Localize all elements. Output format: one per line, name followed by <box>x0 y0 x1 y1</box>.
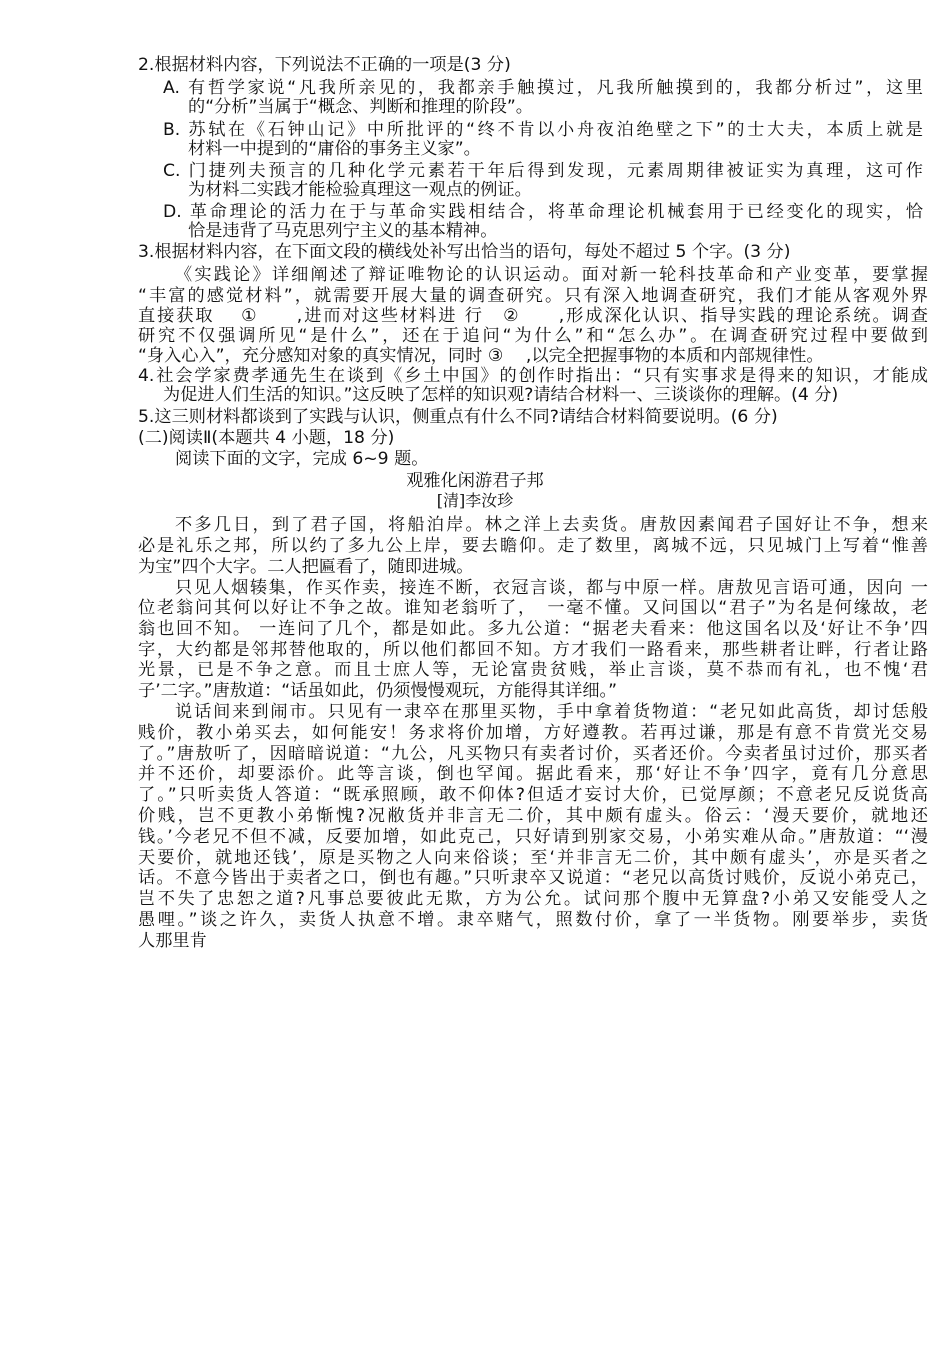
paragraph-1-line: 不多几日，到了君子国，将船泊岸。林之洋上去卖货。唐敖因素闻君子国好让不争，想来 <box>175 515 928 535</box>
paragraph-3-line: 岂不失了忠恕之道?凡事总要彼此无欺，方为公允。试问那个腹中无算盘?小弟又安能受人之 <box>138 889 928 909</box>
option-d-line-1: D. 革命理论的活力在于与革命实践相结合，将革命理论机械套用于已经变化的现实，恰 <box>163 202 923 222</box>
paragraph-3-line: 并不还价，却要添价。此等言谈，倒也罕闻。据此看来，那‘好让不争’四字，竟有几分意思 <box>138 764 928 784</box>
paragraph-2-line: 子’二字。”唐敖道：“话虽如此，仍须慢慢观玩，方能得其详细。” <box>138 681 618 701</box>
option-b-line-1: B. 苏轼在《石钟山记》中所批评的“终不肯以小舟夜泊绝壁之下”的士大夫，本质上就是 <box>163 120 923 140</box>
question-4-line-1: 4.社会学家费孝通先生在谈到《乡土中国》的创作时指出：“只有实事求是得来的知识，才能成 <box>138 366 928 386</box>
question-3-stem: 3.根据材料内容，在下面文段的横线处补写出恰当的语句，每处不超过 5 个字。(3 分) <box>138 242 791 262</box>
option-d-line-2: 恰是违背了马克思列宁主义的基本精神。 <box>188 221 498 241</box>
option-a-line-2: 的“分析”当属于“概念、判断和推理的阶段”。 <box>188 97 533 117</box>
question-3-passage-line-3: 直接获取 ① ,进而对这些材料进 行 ② ,形成深化认识、指导实践的理论系统。调查 <box>138 306 928 326</box>
paragraph-3-line: 贱价，教小弟买去，如何能安！务求将价加增，方好遵教。若再过谦，那是有意不肯赏光交易 <box>138 723 928 743</box>
paragraph-3-line: 说话间来到闹市。只见有一隶卒在那里买物，手中拿着货物道：“老兄如此高货，却讨恁般 <box>175 702 928 722</box>
question-5-line-1: 5.这三则材料都谈到了实践与认识，侧重点有什么不同?请结合材料简要说明。(6 分) <box>138 407 778 427</box>
question-2-stem: 2.根据材料内容，下列说法不正确的一项是(3 分) <box>138 55 511 75</box>
option-b-line-2: 材料一中提到的“庸俗的事务主义家”。 <box>188 139 481 159</box>
paragraph-3-line: 天要价，就地还钱’，原是买物之人向来俗谈；至‘并非言无二价，其中颇有虚头’，亦是买者之 <box>138 848 928 868</box>
paragraph-3-line: 话。不意今皆出于卖者之口，倒也有趣。”只听隶卒又说道：“老兄以高货讨贱价，反说小弟克己， <box>138 868 928 888</box>
question-3-passage-line-5: “身入心入”，充分感知对象的真实情况，同时 ③ ,以完全把握事物的本质和内部规律性。 <box>138 346 824 366</box>
passage-author: [清]李汝珍 <box>436 491 514 510</box>
paragraph-2-line: 位老翁问其何以好让不争之故。谁知老翁听了， 一毫不懂。又问国以“君子”为名是何缘故，老 <box>138 598 928 618</box>
question-3-passage-line-2: “丰富的感觉材料”，就需要开展大量的调查研究。只有深入地调查研究，我们才能从客观外界 <box>138 286 928 306</box>
paragraph-3-line: 愚哩。”谈之许久，卖货人执意不增。隶卒赌气，照数付价，拿了一半货物。刚要举步，卖货 <box>138 910 928 930</box>
paragraph-1-line: 必是礼乐之邦，所以约了多九公上岸，要去瞻仰。走了数里，离城不远，只见城门上写着“惟善 <box>138 536 928 556</box>
option-c-line-1: C. 门捷列夫预言的几种化学元素若干年后得到发现，元素周期律被证实为真理，这可作 <box>163 161 923 181</box>
paragraph-3-line: 人那里肯 <box>138 931 207 951</box>
paragraph-3-line: 了。”唐敖听了，因暗暗说道：“九公，凡买物只有卖者讨价，买者还价。今卖者虽讨过价，那买者 <box>138 744 928 764</box>
question-3-passage-line-4: 研究不仅强调所见“是什么”，还在于追问“为什么”和“怎么办”。在调查研究过程中要做到 <box>138 326 928 346</box>
paragraph-3-line: 钱。’今老兄不但不减，反要加增，如此克己，只好请到别家交易，小弟实难从命。”唐敖道：“‘漫 <box>138 827 928 847</box>
paragraph-2-line: 只见人烟辏集，作买作卖，接连不断，衣冠言谈，都与中原一样。唐敖见言语可通，因向 一 <box>175 578 928 598</box>
paragraph-3-line: 了。”只听卖货人答道：“既承照顾，敢不仰体?但适才妄讨大价，已觉厚颜；不意老兄反说货高 <box>138 785 928 805</box>
section-2-instruction: 阅读下面的文字，完成 6~9 题。 <box>175 449 429 469</box>
option-c-line-2: 为材料二实践才能检验真理这一观点的例证。 <box>188 180 532 200</box>
passage-title: 观雅化闲游君子邦 <box>406 471 544 491</box>
paragraph-2-line: 字，大约都是邻邦替他取的，所以他们都回不知。方才我们一路看来，那些耕者让畔，行者让路 <box>138 640 928 660</box>
section-2-heading: (二)阅读Ⅱ(本题共 4 小题，18 分) <box>138 428 395 448</box>
question-4-line-2: 为促进人们生活的知识。”这反映了怎样的知识观?请结合材料一、三谈谈你的理解。(4 分) <box>163 385 839 405</box>
paragraph-3-line: 价贱，岂不更教小弟惭愧?况敝货并非言无二价，其中颇有虚头。俗云：‘漫天要价，就地还 <box>138 806 928 826</box>
paragraph-1-line: 为宝”四个大字。二人把匾看了，随即进城。 <box>138 557 474 577</box>
option-a-line-1: A. 有哲学家说“凡我所亲见的，我都亲手触摸过，凡我所触摸到的，我都分析过”，这里 <box>163 78 923 98</box>
paragraph-2-line: 光景，已是不争之意。而且士庶人等，无论富贵贫贱，举止言谈，莫不恭而有礼，也不愧‘君 <box>138 660 928 680</box>
question-3-passage-line-1: 《实践论》详细阐述了辩证唯物论的认识运动。面对新一轮科技革命和产业变革，要掌握 <box>175 265 928 285</box>
paragraph-2-line: 翁也回不知。 一连问了几个，都是如此。多九公道：“据老夫看来：他这国名以及‘好让不争’四 <box>138 619 928 639</box>
